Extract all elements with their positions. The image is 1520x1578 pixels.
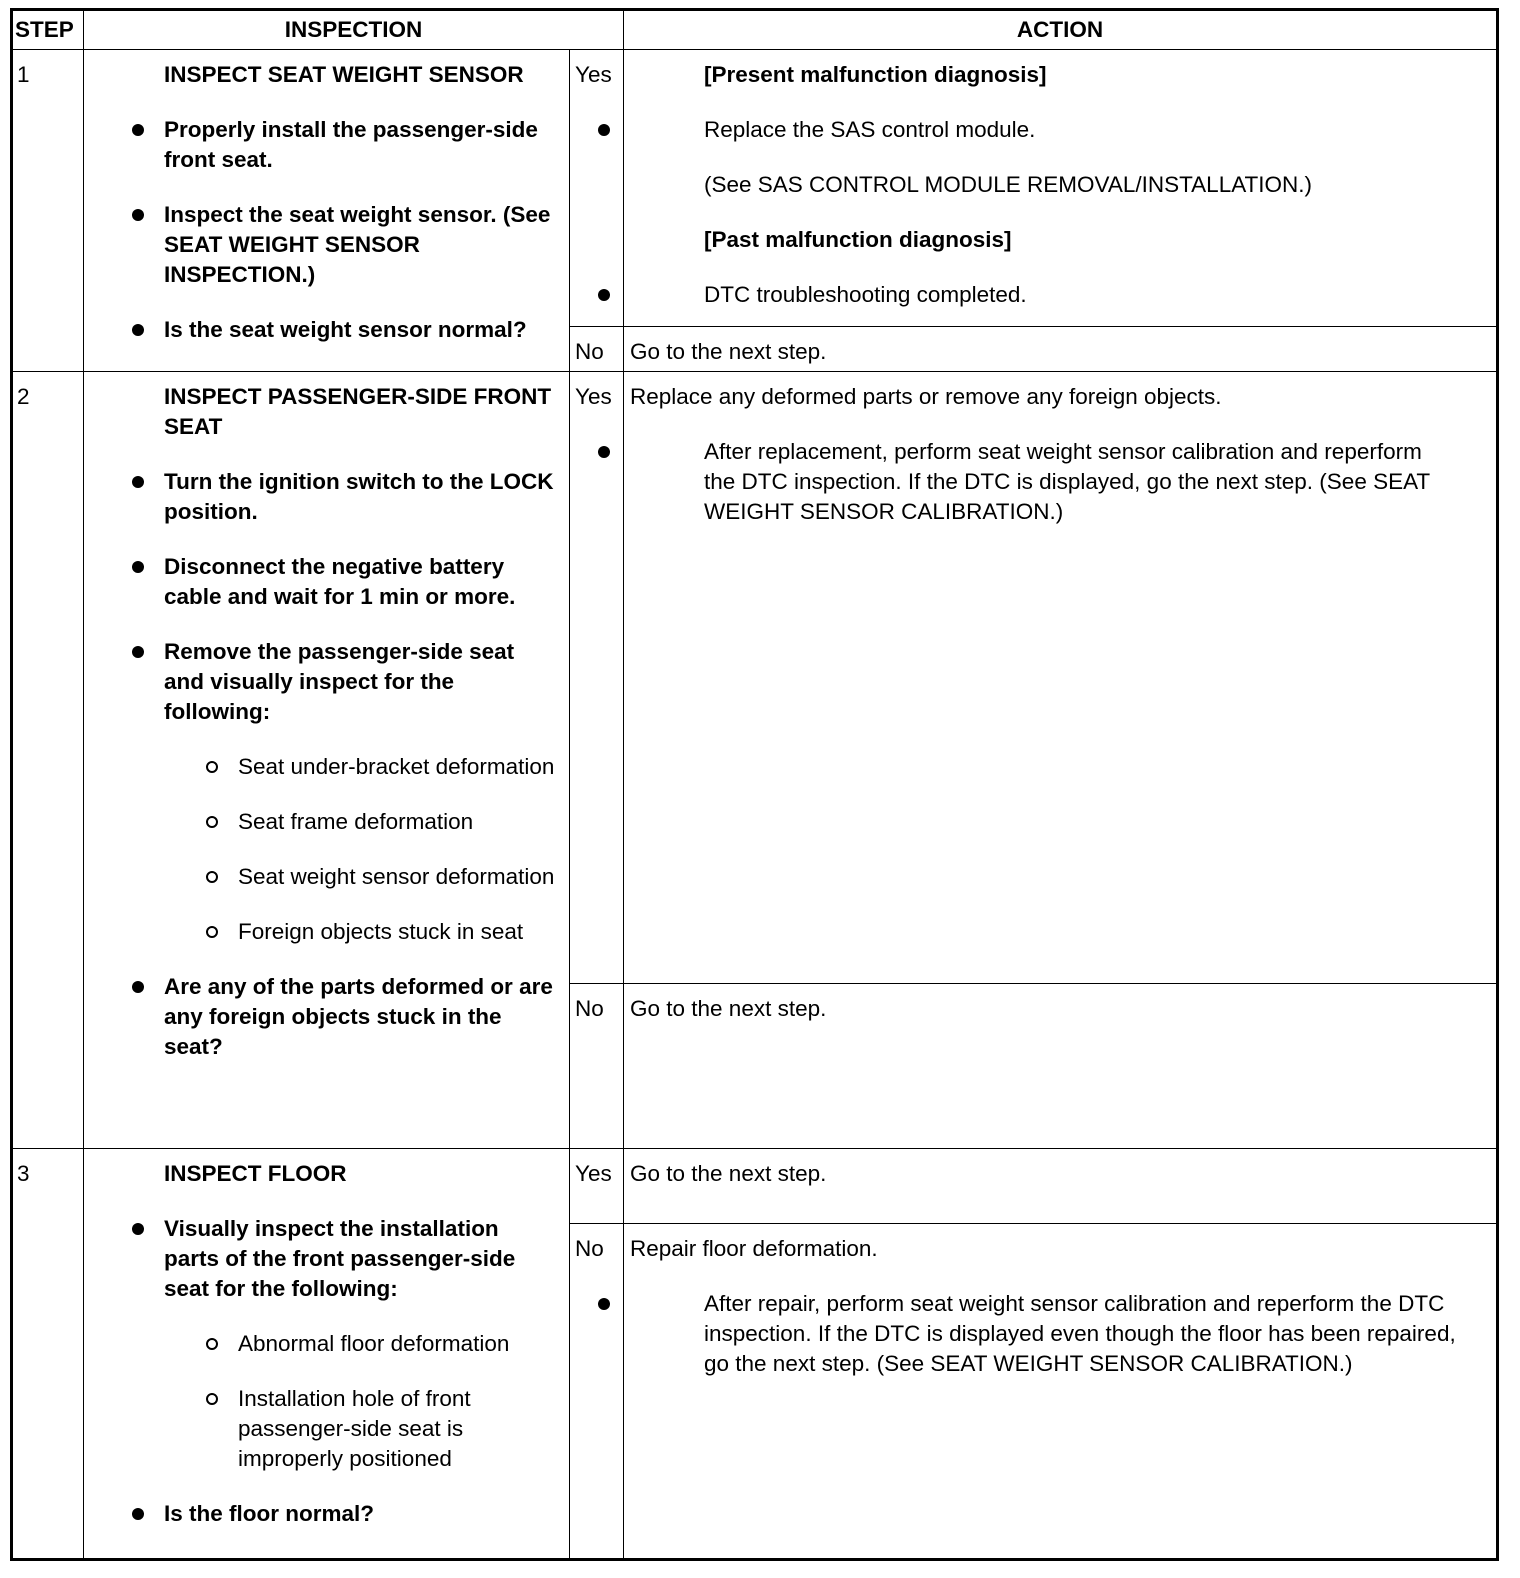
step-2-yes-action (624, 372, 1498, 984)
step-3-yes-action (624, 1149, 1498, 1224)
step-1-yes-row (12, 50, 1498, 327)
inspection-sub-item: Installation hole of front passenger-side seat is improperly positioned (238, 1384, 557, 1474)
step-2-inspection (84, 372, 570, 1149)
action-text: Go to the next step. (630, 339, 827, 364)
step-1-inspection (84, 50, 570, 372)
yes-label-cell (570, 50, 624, 327)
inspection-bullet: Inspect the seat weight sensor. (See SEAT WEIGHT SENSOR INSPECTION.) (164, 200, 557, 290)
yes-label: Yes (575, 62, 612, 87)
header-action: ACTION (624, 10, 1498, 50)
header-row (12, 10, 1498, 50)
step-2-no-action (624, 984, 1498, 1149)
step-title: INSPECT FLOOR (164, 1161, 347, 1186)
action-bullet: DTC troubleshooting completed. (630, 280, 1456, 310)
inspection-bullet: Visually inspect the installation parts of the front passenger-side seat for the following: (164, 1214, 557, 1304)
inspection-sub-item: Foreign objects stuck in seat (238, 917, 557, 947)
action-text: Go to the next step. (630, 996, 827, 1021)
inspection-bullet: Turn the ignition switch to the LOCK position. (164, 467, 557, 527)
step-3-number-cell (12, 1149, 84, 1560)
step-2-number-cell (12, 372, 84, 1149)
yes-label-cell (570, 1149, 624, 1224)
step-3-inspection (84, 1149, 570, 1560)
step-number: 1 (17, 62, 30, 87)
action-bullet: After replacement, perform seat weight sensor calibration and reperform the DTC inspection. If the DTC is displayed, go the next step. (See SEAT WEIGHT SENSOR CALIBRATION.) (630, 437, 1456, 527)
inspection-sub-item: Seat weight sensor deformation (238, 862, 557, 892)
inspection-sub-item: Seat under-bracket deformation (238, 752, 557, 782)
action-text: Repair floor deformation. (630, 1236, 878, 1261)
yes-label: Yes (575, 1161, 612, 1186)
inspection-sub-item: Seat frame deformation (238, 807, 557, 837)
no-label-cell (570, 1224, 624, 1560)
step-number: 3 (17, 1161, 30, 1186)
action-bullet: After repair, perform seat weight sensor calibration and reperform the DTC inspection. If the DTC is displayed even though the floor has been repaired, go the next step. (See SEAT WEIGHT SENSOR CALIBRATION.) (630, 1289, 1456, 1379)
bullet-text-end: . (509, 584, 516, 609)
step-3-yes-row (12, 1149, 1498, 1224)
no-label: No (575, 1236, 604, 1261)
header-inspection: INSPECTION (84, 10, 624, 50)
yes-label-cell (570, 372, 624, 984)
present-malfunction-heading: [Present malfunction diagnosis] (704, 62, 1047, 87)
action-text: Go to the next step. (630, 1161, 827, 1186)
bullet-emphasis: 1 min or more (360, 584, 510, 609)
step-1-no-action (624, 327, 1498, 372)
inspection-sub-item: Abnormal floor deformation (238, 1329, 557, 1359)
step-3-no-action (624, 1224, 1498, 1560)
step-2-yes-row (12, 372, 1498, 984)
step-1-yes-action (624, 50, 1498, 327)
action-text: Replace any deformed parts or remove any foreign objects. (630, 384, 1222, 409)
action-bullet: Replace the SAS control module. (630, 115, 1456, 145)
inspection-bullet (164, 552, 557, 612)
step-1-number-cell (12, 50, 84, 372)
bullet-text: Disconnect the negative battery cable and wait for (164, 554, 505, 609)
bullet-text: Remove the passenger-side seat and visually inspect for the following: (164, 639, 515, 724)
inspection-bullet (164, 637, 557, 727)
header-step: STEP (12, 10, 84, 50)
action-reference: (See SAS CONTROL MODULE REMOVAL/INSTALLATION.) (704, 172, 1313, 197)
no-label: No (575, 339, 604, 364)
inspection-bullet: Properly install the passenger-side front seat. (164, 115, 557, 175)
step-number: 2 (17, 384, 30, 409)
step-title: INSPECT SEAT WEIGHT SENSOR (164, 62, 524, 87)
diagnostic-table (10, 8, 1499, 1561)
yes-label: Yes (575, 384, 612, 409)
no-label-cell (570, 327, 624, 372)
step-title: INSPECT PASSENGER-SIDE FRONT SEAT (164, 384, 552, 439)
no-label-cell (570, 984, 624, 1149)
inspection-bullet: Is the floor normal? (164, 1499, 557, 1529)
past-malfunction-heading: [Past malfunction diagnosis] (704, 227, 1012, 252)
inspection-bullet: Is the seat weight sensor normal? (164, 315, 557, 345)
inspection-bullet: Are any of the parts deformed or are any foreign objects stuck in the seat? (164, 972, 557, 1062)
no-label: No (575, 996, 604, 1021)
